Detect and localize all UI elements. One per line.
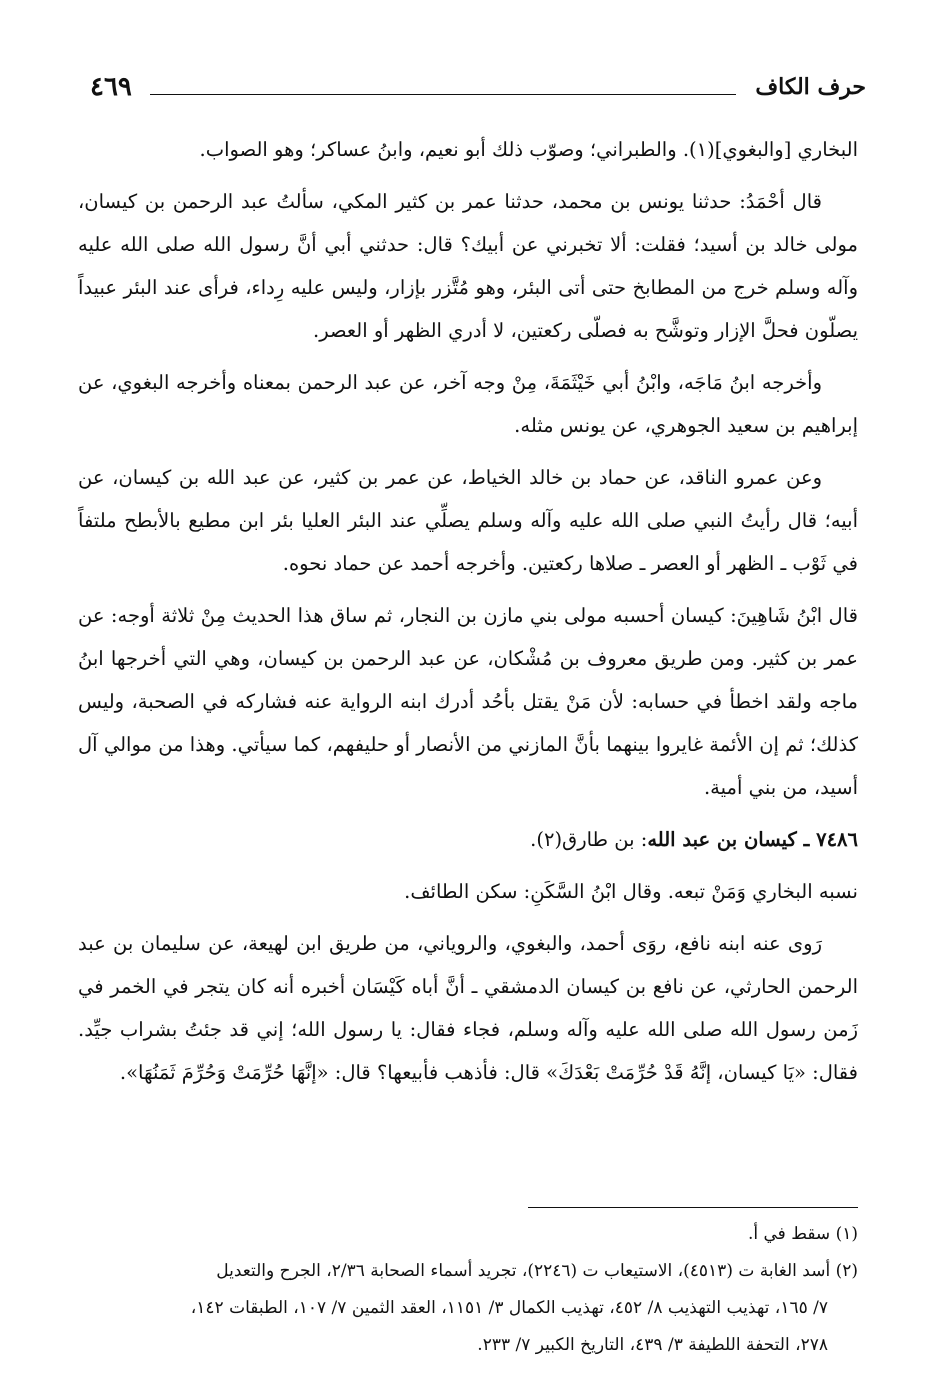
footnote-rule xyxy=(528,1207,858,1208)
main-text xyxy=(78,128,858,1103)
footnote-2-continued: ٧/ ١٦٥، تهذيب التهذيب ٨/ ٤٥٢، تهذيب الكمال ٣/ ١١٥١، العقد الثمين ٧/ ١٠٧، الطبقات ١٤٢، xyxy=(190,1298,828,1318)
footnote-1: (١) سقط في أ. xyxy=(747,1224,858,1244)
paragraph: قال ابْنُ شَاهِينَ: كيسان أحسبه مولى بني مازن بن النجار، ثم ساق هذا الحديث مِنْ ثلاثة أوجه: عن عمر بن كثير. ومن طريق معروف بن مُشْكان، عن عبد الرحمن بن كيسان، وهي التي أخرجها ابنُ ماجه ولقد اخطأ في حسابه: لأن مَنْ يقتل بأحُد أدرك ابنه الرواية عنه فشاركه في الصحبة، وليس كذلك؛ ثم إن الأئمة غايروا بينهما بأنَّ المازني من الأنصار أو حليفهم، كما سيأتي. وهذا من موالي آل أسيد، من بني أمية. xyxy=(78,604,858,799)
paragraph: وعن عمرو الناقد، عن حماد بن خالد الخياط، عن عمر بن كثير، عن عبد الله بن كيسان، عن أبيه؛ قال رأيتُ النبي صلى الله عليه وآله وسلم يصلِّي عند البئر العليا بئر ابن مطيع بالأبطح ملتفاً في ثَوْب ـ الظهر أو العصر ـ صلاها ركعتين. وأخرجه أحمد عن حماد نحوه. xyxy=(78,466,858,575)
paragraph: البخاري [والبغوي](١). والطبراني؛ وصوّب ذلك أبو نعيم، وابنُ عساكر؛ وهو الصواب. xyxy=(199,138,858,161)
paragraph: نسبه البخاري وَمَنْ تبعه. وقال ابْنُ السَّكَنِ: سكن الطائف. xyxy=(404,880,858,903)
paragraph: رَوى عنه ابنه نافع، روَى أحمد، والبغوي، والروياني، من طريق ابن لهيعة، عن سليمان بن عبد الرحمن الحارثي، عن نافع بن كيسان الدمشقي ـ أنَّ أباه كَيْسَان أخبره أنه كان يتجر في الخمر في زَمن رسول الله صلى الله عليه وآله وسلم، فجاء فقال: يا رسول الله؛ إني قد جئتُ بشراب جيِّد. فقال: «يَا كيسان، إنَّهُ قَدْ حُرِّمَتْ بَعْدَكَ» قال: فأذهب فأبيعها؟ قال: «إنَّهَا حُرِّمَتْ وَحُرِّمَ ثَمَنُهَا». xyxy=(78,932,858,1084)
footnote-2-continued: ٢٧٨، التحفة اللطيفة ٣/ ٤٣٩، التاريخ الكبير ٧/ ٢٣٣. xyxy=(477,1335,828,1355)
paragraph: قال أحْمَدُ: حدثنا يونس بن محمد، حدثنا عمر بن كثير المكي، سألتُ عبد الرحمن بن كيسان، مولى خالد بن أسيد؛ فقلت: ألا تخبرني عن أبيك؟ قال: حدثني أبي أنَّ رسول الله صلى الله عليه وآله وسلم خرج من المطابخ حتى أتى البئر، وهو مُتَّزر بإزار، وليس عليه رِداء، فرأى عند البئر عبيداً يصلّون فحلَّ الإزار وتوشَّح به فصلّى ركعتين، لا أدري الظهر أو العصر. xyxy=(78,190,858,342)
running-header xyxy=(90,72,866,108)
entry-heading-line xyxy=(78,818,858,861)
header-rule xyxy=(150,94,736,95)
chapter-title: حرف الكاف xyxy=(755,74,866,100)
footnote-2: (٢) أسد الغابة ت (٤٥١٣)، الاستيعاب ت (٢٢٤٦)، تجريد أسماء الصحابة ٢/٣٦، الجرح والتعديل xyxy=(216,1261,858,1281)
entry-heading-rest: : بن طارق(٢). xyxy=(530,828,648,851)
paragraph: وأخرجه ابنُ مَاجَه، وابْنُ أبي خَيْثَمَةَ، مِنْ وجه آخر، عن عبد الرحمن بمعناه وأخرجه البغوي، عن إبراهيم بن سعيد الجوهري، عن يونس مثله. xyxy=(78,371,858,437)
footnotes xyxy=(78,1216,858,1364)
page-number: ٤٦٩ xyxy=(90,72,132,102)
entry-heading: ٧٤٨٦ ـ كيسان بن عبد الله xyxy=(647,828,858,851)
